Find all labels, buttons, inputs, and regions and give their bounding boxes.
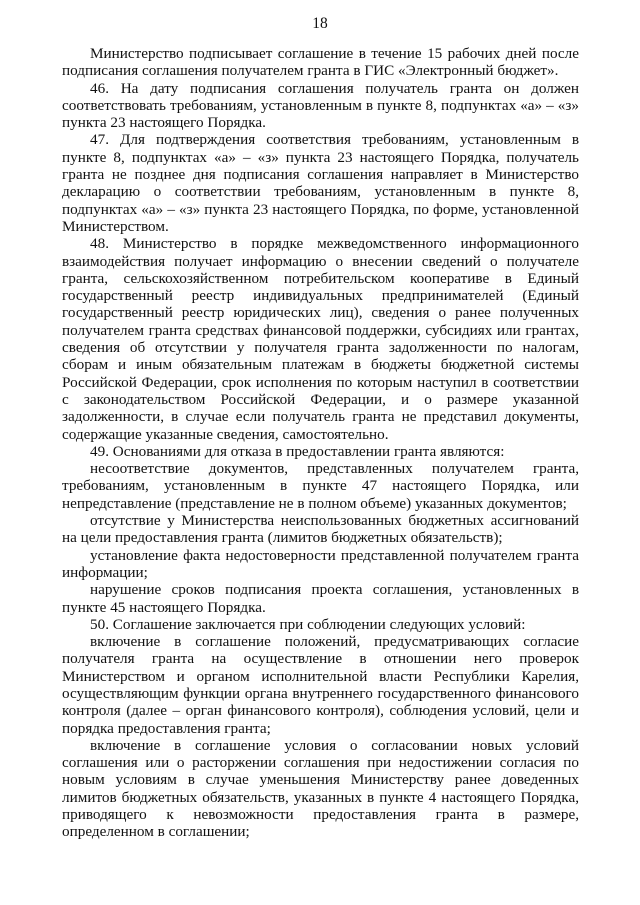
paragraph: несоответствие документов, представленных получателем гранта, требованиям, установленным в пункте 47 настоящего Порядка, или непредставление (представление не в полном объеме) указанных документов; bbox=[62, 460, 579, 512]
paragraph: нарушение сроков подписания проекта соглашения, установленных в пункте 45 настоящего Порядка. bbox=[62, 581, 579, 616]
paragraph: 48. Министерство в порядке межведомственного информационного взаимодействия получает информацию о внесении сведений о получателе гранта, сельскохозяйственном потребительском кооперативе в Единый государственный реестр индивидуальных предпринимателей (Единый государственный реестр юридических лиц), сведения о ранее полученных получателем гранта средствах финансовой поддержки, субсидиях или грантах, сведения об отсутствии у получателя гранта задолженности по налогам, сборам и иным обязательным платежам в бюджеты бюджетной системы Российской Федерации, срок исполнения по которым наступил в соответствии с законодательством Российской Федерации, и о размере указанной задолженности, в случае если получатель гранта не представил документы, содержащие указанные сведения, самостоятельно. bbox=[62, 235, 579, 443]
document-body bbox=[62, 45, 579, 841]
paragraph: 49. Основаниями для отказа в предоставлении гранта являются: bbox=[90, 442, 505, 460]
paragraph: включение в соглашение условия о согласовании новых условий соглашения или о расторжении соглашения при недостижении согласия по новым условиям в случае уменьшения Министерству ранее доведенных лимитов бюджетных обязательств, указанных в пункте 4 настоящего Порядка, приводящего к невозможности предоставления гранта в размере, определенном в соглашении; bbox=[62, 736, 579, 841]
paragraph: включение в соглашение положений, предусматривающих согласие получателя гранта на осуществление в отношении него проверок Министерством и органом исполнительной власти Республики Карелия, осуществляющим функции органа внутреннего государственного финансового контроля (далее – орган финансового контроля), соблюдения условий, цели и порядка предоставления гранта; bbox=[62, 633, 579, 737]
paragraph: Министерство подписывает соглашение в течение 15 рабочих дней после подписания соглашения получателем гранта в ГИС «Электронный бюджет». bbox=[62, 45, 579, 80]
page-number: 18 bbox=[312, 15, 328, 32]
paragraph: 46. На дату подписания соглашения получатель гранта он должен соответствовать требованиям, установленным в пункте 8, подпунктах «а» – «з» пункта 23 настоящего Порядка. bbox=[62, 79, 579, 132]
paragraph: установление факта недостоверности представленной получателем гранта информации; bbox=[62, 546, 579, 581]
paragraph: отсутствие у Министерства неиспользованных бюджетных ассигнований на цели предоставления гранта (лимитов бюджетных обязательств); bbox=[62, 512, 579, 547]
paragraph: 47. Для подтверждения соответствия требованиям, установленным в пункте 8, подпунктах «а» – «з» пункта 23 настоящего Порядка, получатель гранта не позднее дня подписания соглашения направляет в Министерство декларацию о соответствии требованиям, установленным в пункте 8, подпунктах «а» – «з» пункта 23 настоящего Порядка, по форме, установленной Министерством. bbox=[62, 131, 579, 235]
paragraph: 50. Соглашение заключается при соблюдении следующих условий: bbox=[90, 615, 526, 633]
